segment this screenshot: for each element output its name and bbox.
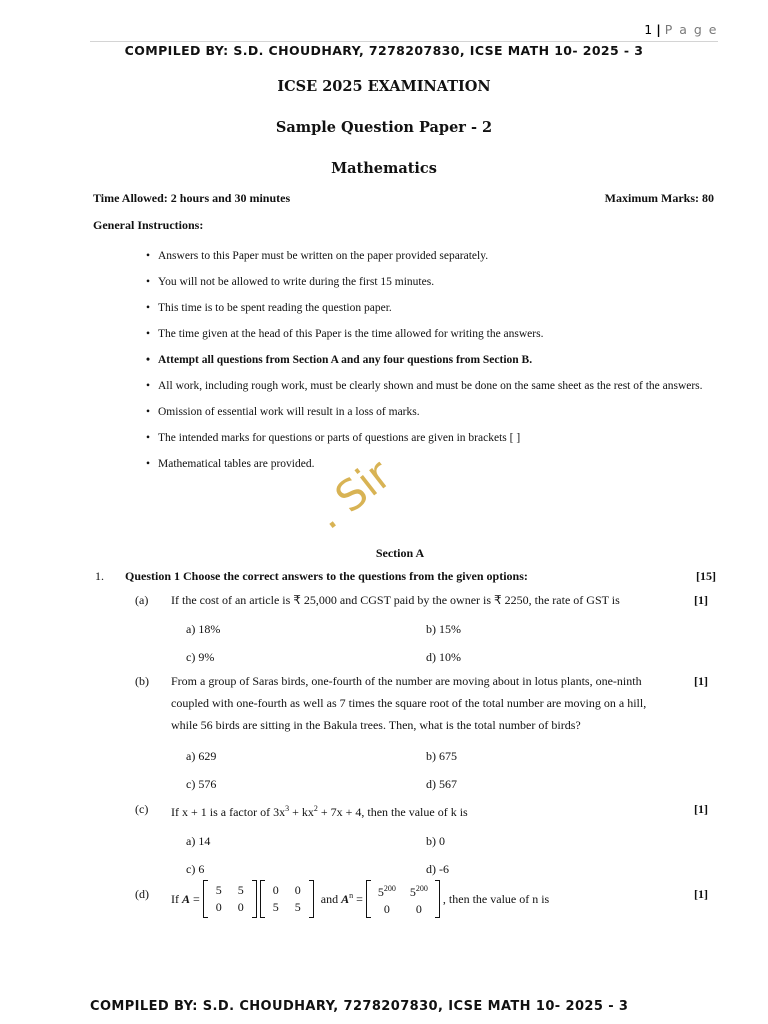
option: b) 15% [426,622,461,636]
subq-c-label: (c) [135,802,149,816]
section-heading: Section A [375,546,425,560]
maximum-marks: Maximum Marks: 80 [604,191,714,205]
subq-b-line: while 56 birds are sitting in the Bakula trees. Then, what is the total number of birds? [171,718,581,732]
header-rule [90,41,718,42]
option: a) 18% [186,622,221,636]
subq-c-marks: [1] [694,802,708,816]
running-footer: COMPILED BY: S.D. CHOUDHARY, 7278207830, ICSE MATH 10- 2025 - 3 [90,999,629,1014]
option: a) 14 [186,834,211,848]
subq-b-marks: [1] [694,674,708,688]
general-instructions-heading: General Instructions: [93,218,204,232]
matrix: $5^{200}$ $5^{200}$ 0 0 [366,880,440,918]
option: c) 576 [186,777,217,791]
instruction-item: • You will not be allowed to write during the first 15 minutes. [146,276,435,288]
option: b) 0 [426,834,445,848]
instruction-item: • Answers to this Paper must be written on the paper provided separately. [146,250,489,262]
subq-c-text: If x + 1 is a factor of $3x^3 + kx^2 + 7x + 4$, then the value of k is [171,804,468,819]
instruction-item: • Omission of essential work will result in a loss of marks. [146,406,420,418]
option: b) 675 [426,749,457,763]
subq-b-line: coupled with one-fourth as well as 7 times the square root of the total number are moving on a hill, [171,696,647,710]
subq-d-marks: [1] [694,887,708,901]
instruction-item: • Attempt all questions from Section A and any four questions from Section B. [146,354,533,366]
subq-d-equation: If A = 5 5 0 0 0 0 5 5 and $A^n$ = $5^{200}$ $5^{200}$ 0 0 , then the value of n is [171,880,549,918]
instruction-item: • All work, including rough work, must be clearly shown and must be done on the same sheet as the rest of the answers. [146,380,703,392]
option: c) 6 [186,862,205,876]
page-label: P a g e [664,22,718,37]
instructions-list [146,243,706,477]
watermark: . Sir [305,449,401,539]
question-marks: [15] [696,569,716,583]
subq-a-label: (a) [135,593,149,607]
page-number-value: 1 [644,22,653,37]
instruction-item: • Mathematical tables are provided. [146,458,315,470]
paper-title: Sample Question Paper - 2 [275,119,493,136]
page-number-separator: | [656,22,661,37]
instruction-item: • This time is to be spent reading the question paper. [146,302,392,314]
option: c) 9% [186,650,215,664]
question-title: Question 1 Choose the correct answers to the questions from the given options: [125,569,528,583]
page-number [644,22,718,37]
subq-a-text: If the cost of an article is ₹ 25,000 and CGST paid by the owner is ₹ 2250, the rate of GST is [171,593,620,607]
subq-b-line: From a group of Saras birds, one-fourth of the number are moving about in lotus plants, one-ninth [171,674,642,688]
subject-title: Mathematics [331,160,437,177]
matrix: 0 0 5 5 [260,880,314,918]
running-header: COMPILED BY: S.D. CHOUDHARY, 7278207830, ICSE MATH 10- 2025 - 3 [124,43,644,58]
subq-b-label: (b) [135,674,149,688]
subq-a-marks: [1] [694,593,708,607]
exam-title: ICSE 2025 EXAMINATION [277,78,491,95]
time-allowed: Time Allowed: 2 hours and 30 minutes [93,191,291,205]
option: d) 10% [426,650,461,664]
instruction-item: • The intended marks for questions or parts of questions are given in brackets [ ] [146,432,521,444]
question-number: 1. [95,569,104,583]
option: d) 567 [426,777,457,791]
option: d) -6 [426,862,449,876]
matrix: 5 5 0 0 [203,880,257,918]
instruction-item: • The time given at the head of this Paper is the time allowed for writing the answers. [146,328,544,340]
option: a) 629 [186,749,217,763]
subq-d-label: (d) [135,887,149,901]
